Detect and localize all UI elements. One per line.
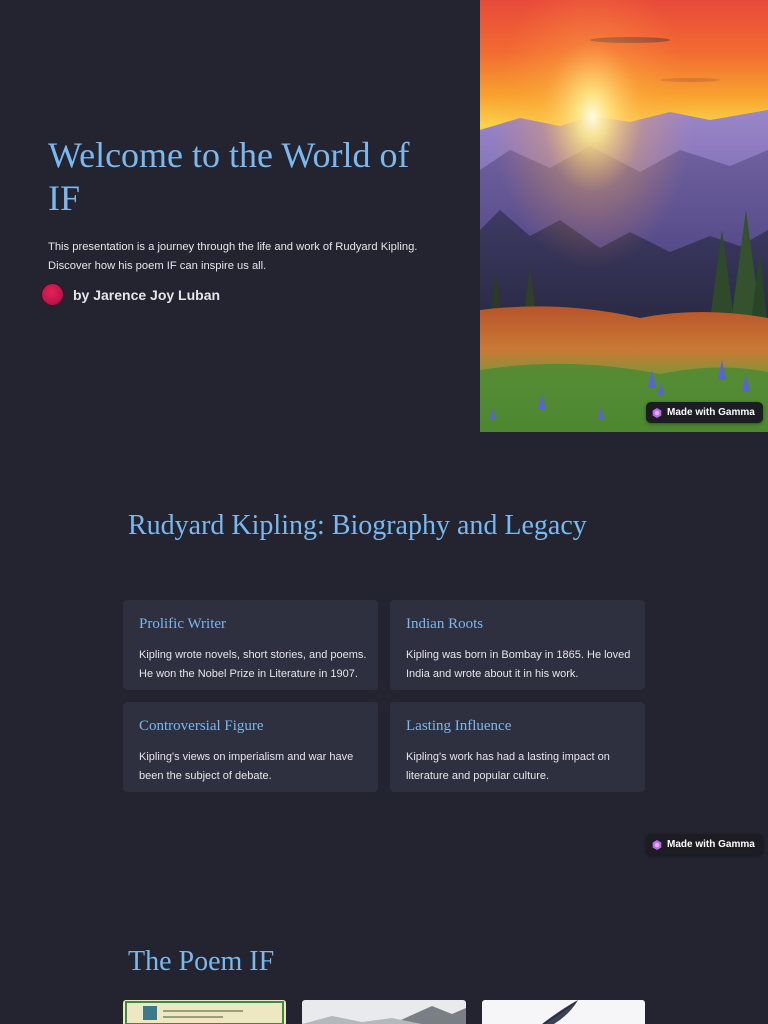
bio-card-title: Controversial Figure — [139, 718, 264, 734]
gamma-logo-icon — [652, 408, 662, 418]
bio-card-text: Kipling wrote novels, short stories, and poems. He won the Nobel Prize in Literature in 1907. — [139, 649, 367, 680]
bio-card-title: Prolific Writer — [139, 616, 227, 632]
hero-title: Welcome to the World of IF — [48, 135, 410, 218]
bio-card — [123, 600, 378, 690]
hero-section — [0, 0, 768, 432]
made-with-gamma-badge[interactable] — [646, 834, 763, 855]
bio-card-text: Kipling's views on imperialism and war have been the subject of debate. — [139, 751, 354, 782]
made-with-gamma-badge[interactable] — [646, 402, 763, 423]
hero-description: This presentation is a journey through the life and work of Rudyard Kipling. Discover how his poem IF can inspire us all. — [48, 241, 418, 272]
bio-card — [390, 702, 645, 792]
manuscript-image — [123, 1000, 286, 1024]
bio-card-text: Kipling was born in Bombay in 1865. He loved India and wrote about it in his work. — [406, 649, 631, 680]
avatar — [42, 284, 63, 305]
bio-card — [390, 600, 645, 690]
bio-card — [123, 702, 378, 792]
bio-card-text: Kipling's work has had a lasting impact on literature and popular culture. — [406, 751, 610, 782]
author-name: by Jarence Joy Luban — [73, 286, 221, 303]
bio-card-title: Indian Roots — [406, 616, 484, 632]
misty-landscape-image — [302, 1000, 466, 1024]
gamma-logo-icon — [652, 840, 662, 850]
biography-title: Rudyard Kipling: Biography and Legacy — [128, 510, 587, 541]
author-byline — [42, 284, 220, 305]
badge-label: Made with Gamma — [667, 839, 755, 850]
bio-card-title: Lasting Influence — [406, 718, 512, 734]
feather-image — [482, 1000, 645, 1024]
badge-label: Made with Gamma — [667, 407, 755, 418]
sunset-mountain-meadow-image — [480, 0, 768, 432]
poem-title: The Poem IF — [128, 946, 275, 977]
